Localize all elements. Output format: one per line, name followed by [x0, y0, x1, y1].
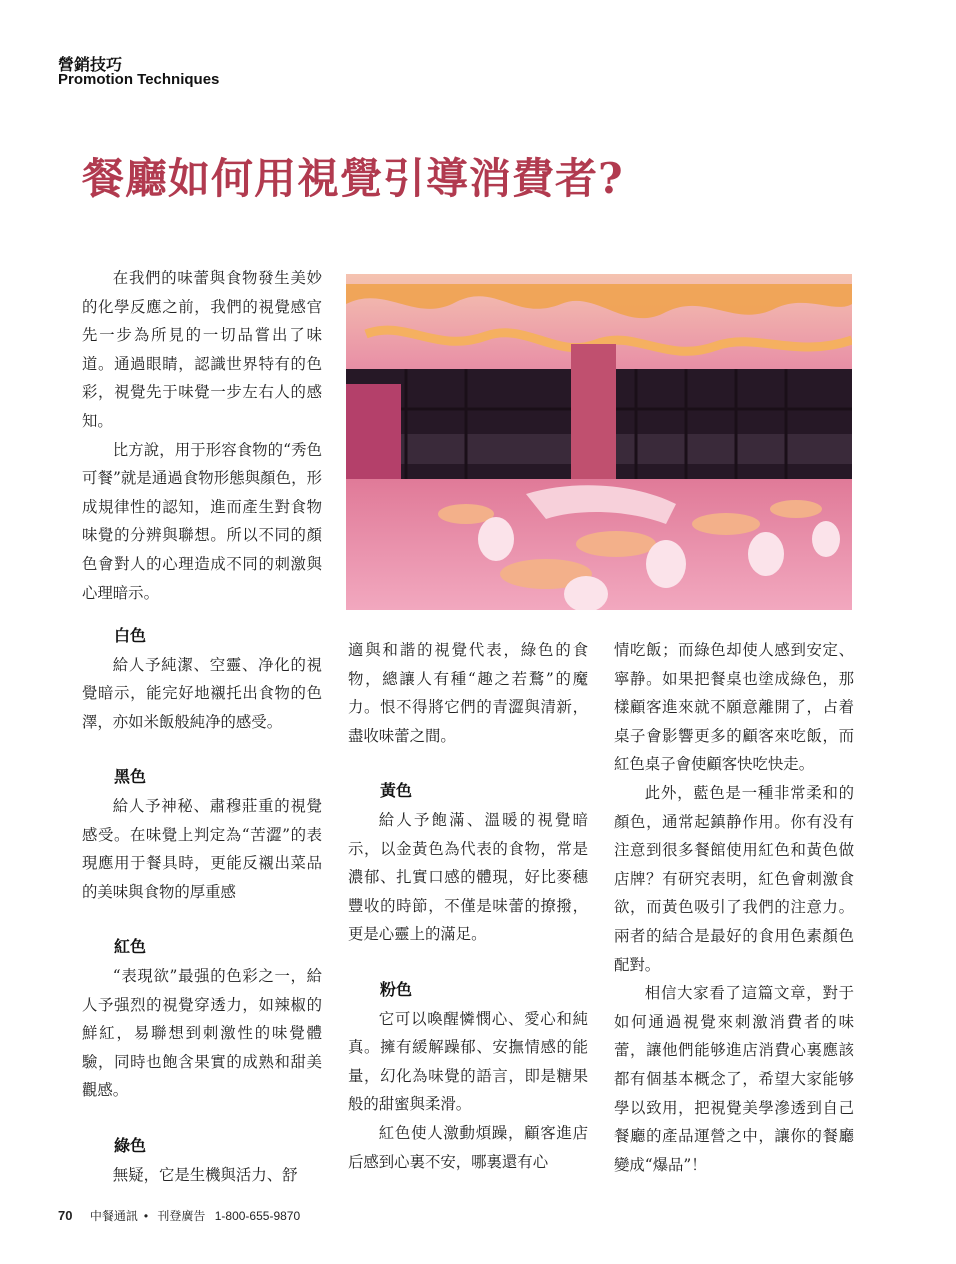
separator-dot: •	[143, 1209, 149, 1223]
ad-label: 刊登廣告	[157, 1209, 206, 1223]
closing-paragraph-1: 此外，藍色是一種非常柔和的顏色，通常起鎮静作用。你有没有注意到很多餐館使用紅色和黃色做店牌？有研究表明，紅色會刺激食欲，而黃色吸引了我們的注意力。兩者的結合是最好的食用色素顏色配對。	[614, 783, 854, 974]
publication-name: 中餐通訊	[89, 1209, 138, 1223]
heading-green: 綠色	[114, 1135, 147, 1155]
text-yellow: 給人予飽滿、溫暖的視覺暗示，以金黃色為代表的食物，常是濃郁、扎實口感的體現，好比麥穗豐收的時節，不僅是味蕾的撩撥，更是心靈上的滿足。	[348, 810, 588, 944]
text-pink: 它可以喚醒憐憫心、愛心和純真。擁有緩解躁郁、安撫情感的能量，幻化為味覺的語言，即是糖果般的甜蜜與柔滑。	[348, 1009, 588, 1114]
column-2	[348, 636, 588, 1176]
section-label-zh: 營銷技巧	[58, 55, 123, 74]
text-black: 給人予神秘、肅穆莊重的視覺感受。在味覺上判定為“苦澀”的表現應用于餐具時，更能反襯出菜品的美味與食物的厚重感	[82, 796, 322, 901]
heading-pink: 粉色	[380, 979, 413, 999]
text-white: 給人予純潔、空靈、净化的視覺暗示，能完好地襯托出食物的色澤，亦如米飯般純净的感受。	[82, 655, 322, 731]
restaurant-photo	[346, 274, 852, 610]
intro-column	[82, 264, 322, 607]
intro-paragraph-1: 在我們的味蕾與食物發生美妙的化學反應之前，我們的視覺感官先一步為所見的一切品嘗出了味道。通過眼睛，認識世界特有的色彩，視覺先于味覺一步左右人的感知。	[82, 269, 322, 430]
heading-black: 黑色	[114, 767, 147, 787]
page-number: 70	[58, 1208, 73, 1223]
text-pink-2-start: 紅色使人激動煩躁，顧客進店后感到心裏不安，哪裏還有心	[348, 1123, 588, 1171]
text-green-start: 無疑，它是生機與活力、舒	[112, 1165, 298, 1184]
heading-white: 白色	[114, 626, 147, 645]
column-3	[614, 636, 854, 1179]
heading-red: 紅色	[114, 937, 147, 957]
column-1	[82, 622, 322, 1189]
closing-paragraph-2: 相信大家看了這篇文章，對于如何通過視覺來刺激消費者的味蕾，讓他們能够進店消費心裏應該都有個基本概念了，希望大家能够學以致用，把視覺美學滲透到自己餐廳的產品運營之中，讓你的餐廳變成“爆品”！	[614, 984, 854, 1174]
text-pink-2-continued: 情吃飯；而綠色却使人感到安定、寧静。如果把餐桌也塗成綠色，那樣顧客進來就不願意離開了，占着桌子會影響更多的顧客來吃飯，而紅色桌子會使顧客快吃快走。	[614, 641, 854, 774]
phone-number: 1-800-655-9870	[214, 1209, 301, 1223]
heading-yellow: 黃色	[380, 781, 413, 801]
text-red: “表現欲”最强的色彩之一，給人予强烈的視覺穿透力，如辣椒的鮮紅，易聯想到刺激性的味覺體驗，同時也飽含果實的成熟和甜美觀感。	[82, 966, 322, 1100]
text-green-continued: 適與和諧的視覺代表，綠色的食物，總讓人有種“趣之若鶩”的魔力。恨不得將它們的青澀與清新，盡收味蕾之間。	[348, 641, 588, 745]
article-title: 餐廳如何用視覺引導消費者?	[82, 154, 624, 203]
intro-paragraph-2: 比方說，用于形容食物的“秀色可餐”就是通過食物形態與顏色，形成規律性的認知，進而產生對食物味覺的分辨與聯想。所以不同的顏色會對人的心理造成不同的刺激與心理暗示。	[82, 440, 322, 602]
section-label-en: Promotion Techniques	[58, 71, 220, 88]
page-footer	[58, 1207, 306, 1224]
